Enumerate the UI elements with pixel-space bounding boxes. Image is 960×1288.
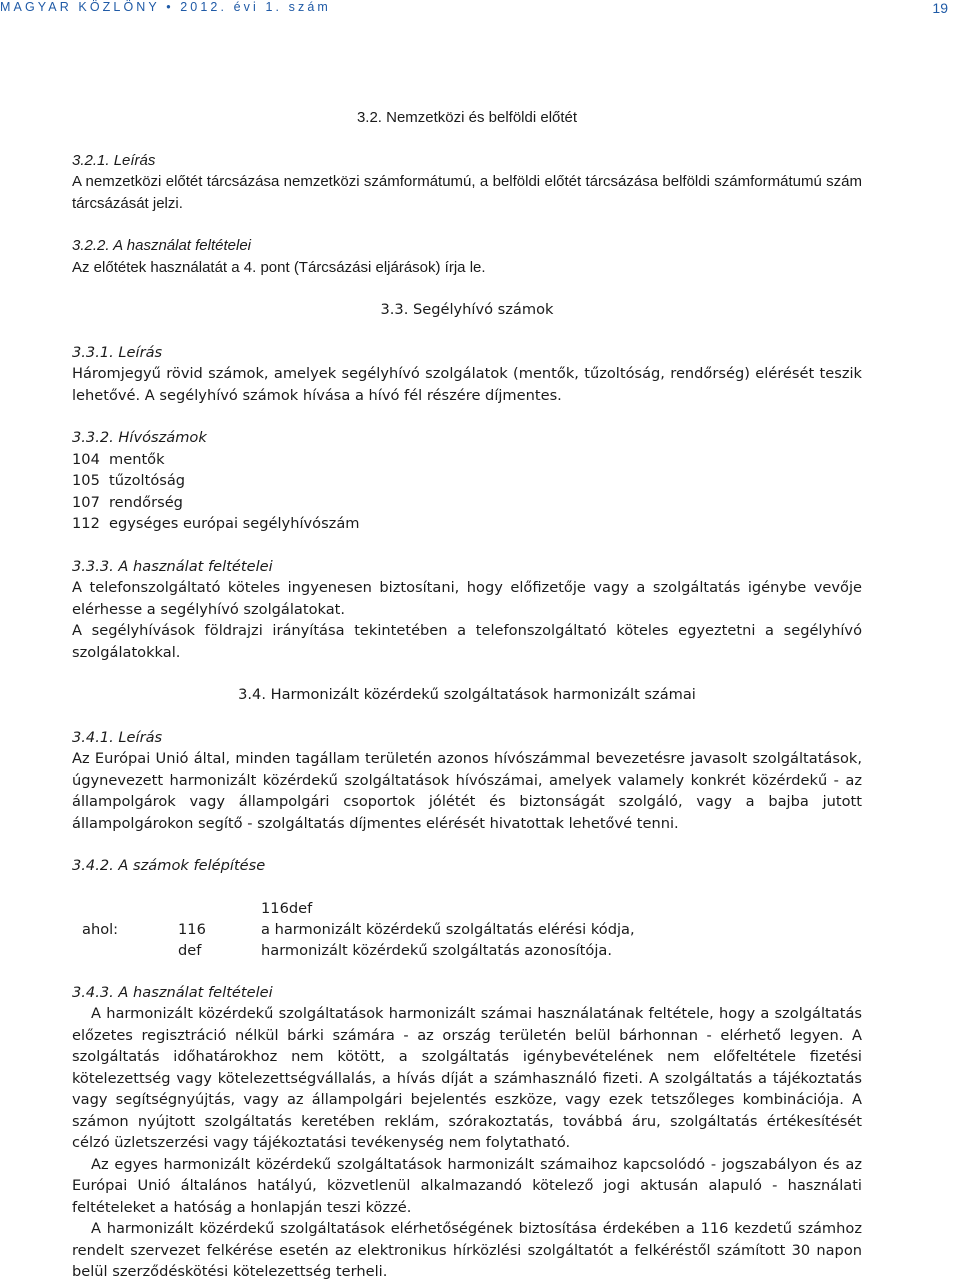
emergency-number-list (72, 449, 862, 535)
section-3-2-title: 3.2. Nemzetközi és belföldi előtét (356, 109, 578, 126)
code-116: 116 (178, 920, 206, 938)
code-116-description: a harmonizált közérdekű szolgáltatás elérési kódja, (261, 920, 635, 938)
section-3-4-1-heading: 3.4.1. Leírás (72, 728, 163, 746)
list-item (72, 449, 862, 471)
code-def: def (178, 941, 202, 959)
section-3-3-3-heading: 3.3.3. A használat feltételei (72, 557, 273, 575)
number-label: mentők (109, 450, 165, 468)
number-label: egységes európai segélyhívószám (109, 515, 360, 532)
number-code: 104 (72, 450, 100, 468)
section-3-4-3-heading: 3.4.3. A használat feltételei (72, 983, 273, 1001)
number-structure-scheme (72, 898, 862, 964)
number-code: 107 (72, 493, 100, 511)
section-3-3-1-heading: 3.3.1. Leírás (72, 343, 163, 361)
section-3-3-3-paragraph-1: A telefonszolgáltató köteles ingyenesen biztosítani, hogy előfizetője vagy a szolgáltatás igénybe vevője elérhesse a segélyhívó szolgálatokat. (72, 579, 862, 618)
section-3-4-2-heading: 3.4.2. A számok felépítése (72, 857, 266, 874)
section-3-3-2-heading: 3.3.2. Hívószámok (72, 429, 207, 446)
section-3-3-title: 3.3. Segélyhívó számok (380, 301, 554, 318)
number-code: 105 (72, 472, 100, 489)
journal-title: MAGYAR KÖZLÖNY • 2012. évi 1. szám (0, 0, 331, 14)
where-label: ahol: (82, 920, 119, 938)
section-3-4-title: 3.4. Harmonizált közérdekű szolgáltatások harmonizált számai (238, 686, 696, 703)
section-3-3-1-text: Háromjegyű rövid számok, amelyek segélyhívó szolgálatok (mentők, tűzoltóság, rendőrség) elérését teszik lehetővé. A segélyhívó számok hívása a hívó fél részére díjmentes. (72, 365, 862, 404)
section-3-2-2-text: Az előtétek használatát a 4. pont (Tárcsázási eljárások) írja le. (72, 258, 486, 276)
list-item (72, 492, 862, 514)
journal-header (0, 0, 960, 14)
number-label: rendőrség (109, 493, 183, 511)
section-3-4-1-text: Az Európai Unió által, minden tagállam területén azonos hívószámmal bevezetésre javasolt szolgáltatások, úgynevezett harmonizált közérdekű szolgáltatások hívószámai, amelyek valamely konkrét közérdekű - az állampolgárok vagy állampolgári csoportok jólétét és biztonságát szolgáló, vagy a bajba jutott állampolgárokon segítő - szolgáltatás díjmentes elérését hivatottak lehetővé tenni. (72, 750, 862, 832)
section-3-4-3-paragraph-2: Az egyes harmonizált közérdekű szolgáltatások harmonizált számaihoz kapcsolódó - jogszabályon és az Európai Unió általános hatályú, közvetlenül alkalmazandó kötelező jogi aktusán alapuló - használati feltételeket a hatóság a honlapján teszi közzé. (72, 1155, 862, 1216)
list-item (72, 513, 862, 535)
number-label: tűzoltóság (109, 472, 186, 489)
section-3-2-1-text: A nemzetközi előtét tárcsázása nemzetközi számformátumú, a belföldi előtét tárcsázása belföldi számformátumú szám tárcsázását jelzi. (72, 173, 862, 212)
number-format: 116def (261, 899, 313, 917)
section-3-3-3-paragraph-2: A segélyhívások földrajzi irányítása tekintetében a telefonszolgáltató köteles egyeztetni a segélyhívó szolgálatokkal. (72, 622, 862, 661)
section-3-4-3-paragraph-3: A harmonizált közérdekű szolgáltatások elérhetőségének biztosítása érdekében a 116 kezdetű számhoz rendelt szervezet felkérése esetén az elektronikus hírközlési szolgáltatót a felkéréstől számított 30 napon belül szerződéskötési kötelezettség terheli. (72, 1220, 862, 1280)
page-body (72, 107, 862, 1283)
list-item (72, 470, 862, 492)
section-3-4-3-paragraph-1: A harmonizált közérdekű szolgáltatások harmonizált számai használatának feltétele, hogy a szolgáltatás előzetes regisztráció nélkül bárki számára - az ország területén belül bárhonnan - elérhető legyen. A szolgáltatás időhatárokhoz nem kötött, a szolgáltatás igénybevételének nem előfeltétele fizetési kötelezettség vagy kötelezettségvállalás, a hívás díját a számhasználó fizeti. A szolgáltatás a tájékoztatás vagy segítségnyújtás, vagy az állampolgári bejelentés eszköze, vagy ezek tetszőleges kombinációja. A számon nyújtott szolgáltatás keretében reklám, szórakoztatás, továbbá áru, szolgáltatás értékesítését célzó üzletszerzési vagy tájékoztatási tevékenység nem folytatható. (72, 1005, 862, 1151)
code-def-description: harmonizált közérdekű szolgáltatás azonosítója. (261, 941, 612, 959)
section-3-2-1-heading: 3.2.1. Leírás (72, 151, 156, 169)
page-number: 19 (932, 0, 948, 16)
section-3-2-2-heading: 3.2.2. A használat feltételei (72, 237, 252, 254)
number-code: 112 (72, 515, 100, 532)
